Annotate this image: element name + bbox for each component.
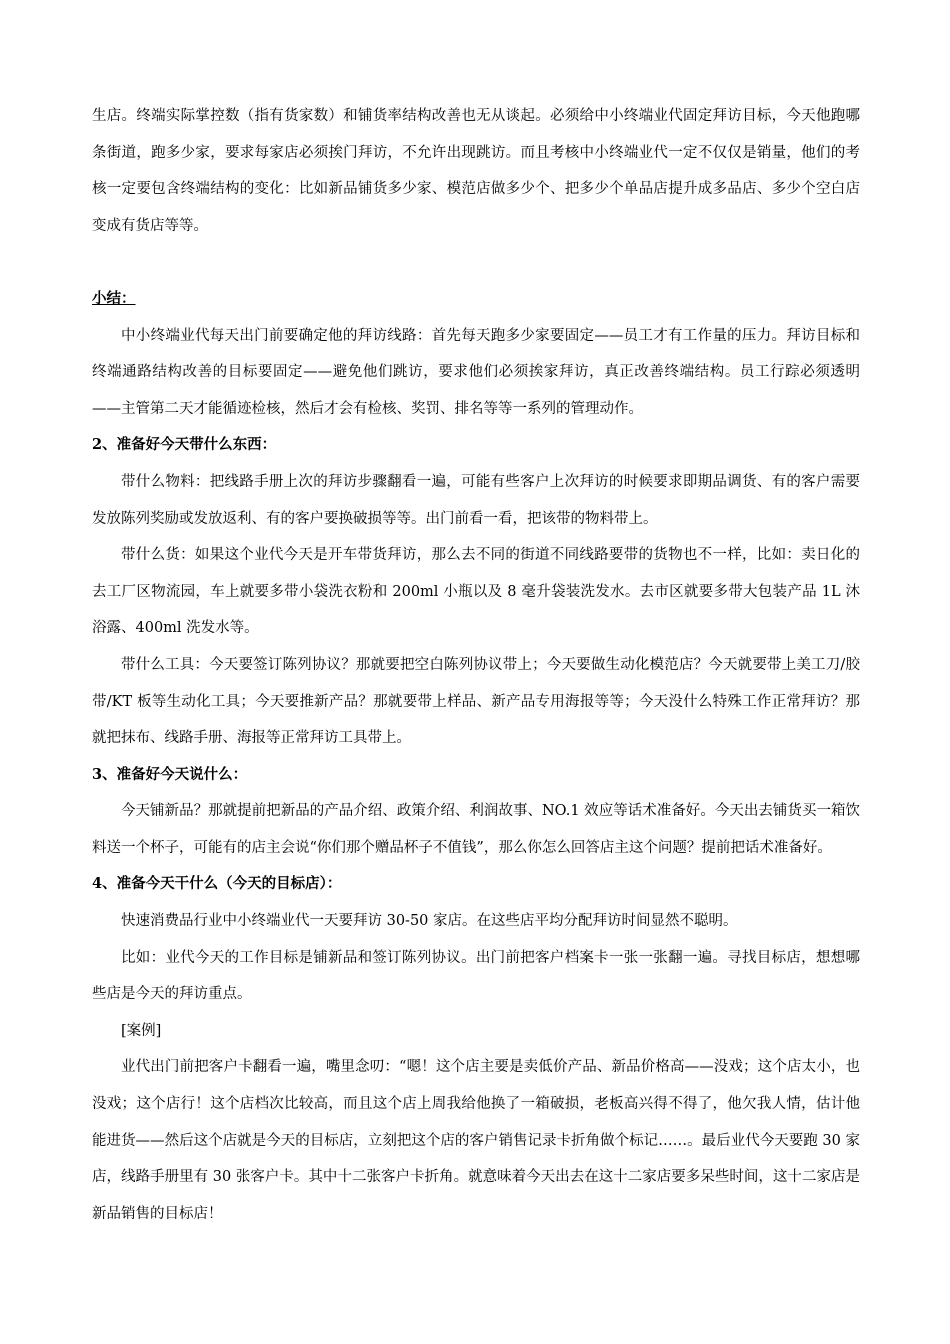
section2-heading: 2、准备好今天带什么东西： (92, 436, 277, 454)
section4-paragraph-intro: 快速消费品行业中小终端业代一天要拜访 30-50 家店。在这些店平均分配拜访时间显然不聪明。 (121, 913, 738, 930)
summary-paragraph: 中小终端业代每天出门前要确定他的拜访线路：首先每天跑多少家要固定——员工才有工作量的压力。拜访目标和终端通路结构改善的目标要固定——避免他们跳访，要求他们必须挨家拜访，真正改善终端结构。员工行踪必须透明——主管第二天才能循迹检核，然后才会有检核、奖罚、排名等等一系列的管理动作。 (92, 327, 860, 417)
section4-paragraph-example: 比如：业代今天的工作目标是铺新品和签订陈列协议。出门前把客户档案卡一张一张翻一遍。寻找目标店，想想哪些店是今天的拜访重点。 (92, 949, 860, 1003)
case-label: [案例] (121, 1022, 162, 1039)
summary-heading: 小结： (92, 289, 136, 307)
section2-paragraph-goods: 带什么货：如果这个业代今天是开车带货拜访，那么去不同的街道不同线路要带的货物也不一样，比如：卖日化的去工厂区物流园，车上就要多带小袋洗衣粉和 200ml 小瓶以及 8 毫升袋装洗发水。去市区就要多带大包装产品 1L 沐浴露、400ml 洗发水等。 (92, 547, 860, 637)
intro-paragraph: 生店。终端实际掌控数（指有货家数）和铺货率结构改善也无从谈起。必须给中小终端业代固定拜访目标，今天他跑哪条街道，跑多少家，要求每家店必须挨门拜访，不允许出现跳访。而且考核中小终端业代一定不仅仅是销量，他们的考核一定要包含终端结构的变化：比如新品铺货多少家、模范店做多少个、把多少个单品店提升成多品店、多少个空白店变成有货店等等。 (92, 108, 860, 234)
section2-paragraph-materials: 带什么物料：把线路手册上次的拜访步骤翻看一遍，可能有些客户上次拜访的时候要求即期品调货、有的客户需要发放陈列奖励或发放返利、有的客户要换破损等等。出门前看一看，把该带的物料带上。 (92, 473, 860, 527)
section3-heading: 3、准备好今天说什么： (92, 765, 248, 783)
section3-paragraph: 今天铺新品？那就提前把新品的产品介绍、政策介绍、利润故事、NO.1 效应等话术准备好。今天出去铺货买一箱饮料送一个杯子，可能有的店主会说“你们那个赠品杯子不值钱”，那么你怎么回答店主这个问题？提前把话术准备好。 (92, 803, 860, 856)
section4-heading: 4、准备今天干什么（今天的目标店）： (92, 875, 342, 893)
case-paragraph: 业代出门前把客户卡翻看一遍，嘴里念叨：“嗯！这个店主要是卖低价产品、新品价格高——没戏；这个店太小，也没戏；这个店行！这个店档次比较高，而且这个店上周我给他换了一箱破损，老板高兴得不得了，他欠我人情，估计他能进货——然后这个店就是今天的目标店，立刻把这个店的客户销售记录卡折角做个标记……。最后业代今天要跑 30 家店，线路手册里有 30 张客户卡。其中十二张客户卡折角。就意味着今天出去在这十二家店要多呆些时间，这十二家店是新品销售的目标店！ (92, 1059, 860, 1222)
section2-paragraph-tools: 带什么工具：今天要签订陈列协议？那就要把空白陈列协议带上；今天要做生动化模范店？今天就要带上美工刀/胶带/KT 板等生动化工具；今天要推新产品？那就要带上样品、新产品专用海报等等；今天没什么特殊工作正常拜访？那就把抹布、线路手册、海报等正常拜访工具带上。 (92, 656, 860, 747)
document-page (92, 98, 860, 1232)
blank-line (92, 244, 860, 281)
